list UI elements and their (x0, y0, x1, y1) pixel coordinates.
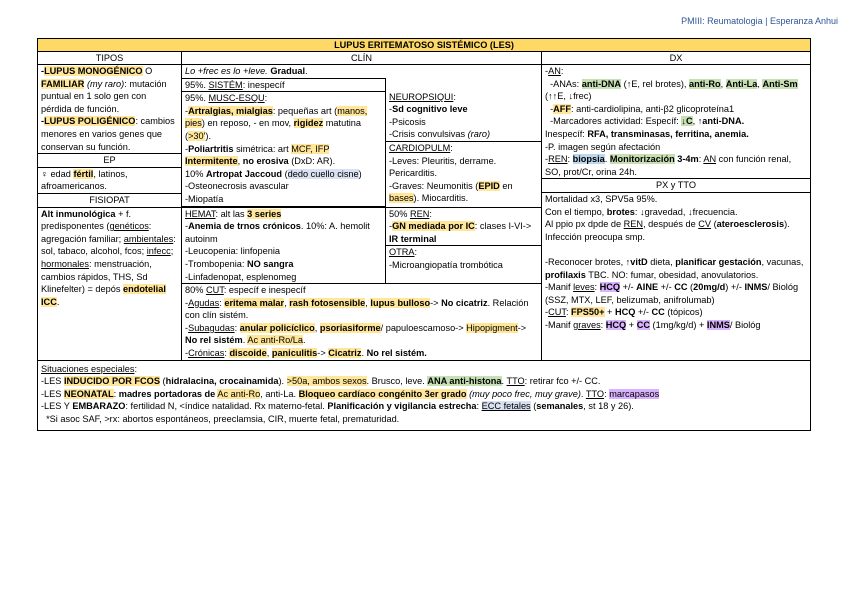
lupus-table (37, 38, 811, 431)
px-header: PX y TTO (542, 178, 810, 193)
clin-column (182, 65, 542, 360)
tipos-column (38, 65, 182, 360)
hemat-box: HEMAT: alt las 3 series -Anemia de trnos crónicos. 10%: A. hemolit autoinm -Leucopenia: linfopenia -Trombopenia: NO sangra -Linfadenopat, esplenomeg (182, 208, 386, 284)
column-headers (38, 52, 810, 65)
fisiopat-header: FISIOPAT (38, 193, 181, 208)
col-header-dx: DX (669, 53, 683, 63)
main-row (38, 65, 810, 360)
ren-box: 50% REN: -GN mediada por IC: clases I-VI-> IR terminal OTRA: -Microangiopatía trombótica (386, 208, 541, 284)
situaciones-especiales: Situaciones especiales: -LES INDUCIDO POR FCOS (hidralacina, crocainamida). >50a, ambos sexos. Brusco, leve. ANA anti-histona. TTO: retirar fco +/- CC. -LES NEONATAL: madres portadoras de Ac anti-Ro, anti-La. Bloqueo cardíaco congénito 3er grado (muy poco frec, muy grave). TTO: marcapasos -LES Y EMBARAZO: fertilidad N, <índice natalidad. Rx materno-fetal. Planificación y vigilancia estrecha: ECC fetales (semanales, st 18 y 26). *Si asoc SAF, >rx: abortos espontáneos, preeclamsia, CIR, muerte fetal, prematuridad. (38, 360, 810, 430)
fisiopat-text: Alt inmunológica + f. predisponentes (genéticos: agregación familiar; ambientales: sol, tabaco, alcohol, fcos; infecc; hormonales: menstruación, cambios rápidos, THS, Sd Klinefelter) = depós endotelial ICC. (41, 208, 176, 307)
neuro-cardio-box: NEUROPSIQUI: -Sd cognitivo leve -Psicosis -Crisis convulsivas (raro) CARDIOPULM: -Leves: Pleuritis, derrame. Pericarditis. -Graves: Neumonitis (EPID en bases). Miocarditis. (386, 78, 541, 207)
dx-column (542, 65, 810, 360)
dx-text: -AN: -ANAs: anti-DNA (↑E, rel brotes), anti-Ro, Anti-La, Anti-Sm (↑↑E, ↓frec) -AFF: anti-cardiolipina, anti-β2 glicoproteína1 -Marcadores actividad: Específ: ↓C, ↑anti-DNA. Inespecíf: RFA, transminasas, ferritina, anemia. -P. imagen según afectación -REN: biopsia. Monitorización 3-4m: AN con función renal, SO, prot/Cr, orina 24h. (545, 66, 798, 177)
ep-header: EP (38, 153, 181, 168)
col-header-clin: CLÍN (182, 52, 542, 64)
ep-text: ♀ edad fértil, latinos, afroamericanos. (41, 168, 128, 192)
document-header: PMIII: Reumatologia | Esperanza Anhui (681, 16, 838, 26)
col-header-tipos: TIPOS (38, 52, 182, 64)
tipos-text: -LUPUS MONOGÉNICO O FAMILIAR (my raro): mutación puntual en 1 solo gen con pérdida de función. -LUPUS POLIGÉNICO: cambios menores en varios genes que conservan su función. (41, 66, 175, 152)
clin-sistem-block (182, 78, 541, 207)
cut-box: 80% CUT: específ e inespecíf -Agudas: eritema malar, rash fotosensible, lupus bulloso-> No cicatriz. Relación con clín sistém. -Subagudas: anular policíclico, psoriasiforme/ papuloescamoso-> Hipopigment-> No rel sistém. Ac anti-Ro/La. -Crónicas: discoide, paniculitis-> Cicatriz. No rel sistém. (182, 283, 541, 360)
hemat-ren-block (182, 207, 541, 284)
sistem-box: 95%. SISTÉM: inespecíf 95%. MUSC-ESQU: -Artralgias, mialgias: pequeñas art (manos, pies) en reposo, - en mov, rigidez matutina (>30'). -Poliartritis simétrica: art MCF, IFP Intermitente, no erosiva (DxD: AR). 10% Artropat Jaccoud (dedo cuello cisne) -Osteonecrosis avascular -Miopatía (182, 78, 386, 207)
table-title: LUPUS ERITEMATOSO SISTÉMICO (LES) (38, 39, 810, 52)
px-text: Mortalidad x3, SPV5a 95%. Con el tiempo, brotes: ↓gravedad, ↓frecuencia. Al ppio px dpde de REN, después de CV (ateroesclerosis). Infección preocupa smp. -Reconocer brotes, ↑vitD dieta, planificar gestación, vacunas, profilaxis TBC. NO: fumar, obesidad, anovulatorios. -Manif leves: HCQ +/- AINE +/- CC (20mg/d) +/- INMS/ Biológ (SSZ, MTX, LEF, belizumab, anifrolumab) -CUT: FPS50+ + HCQ +/- CC (tópicos) -Manif graves: HCQ + CC (1mg/kg/d) + INMS/ Biológ (545, 193, 804, 330)
clin-intro: Lo +frec es lo +leve. Gradual. (185, 66, 308, 76)
